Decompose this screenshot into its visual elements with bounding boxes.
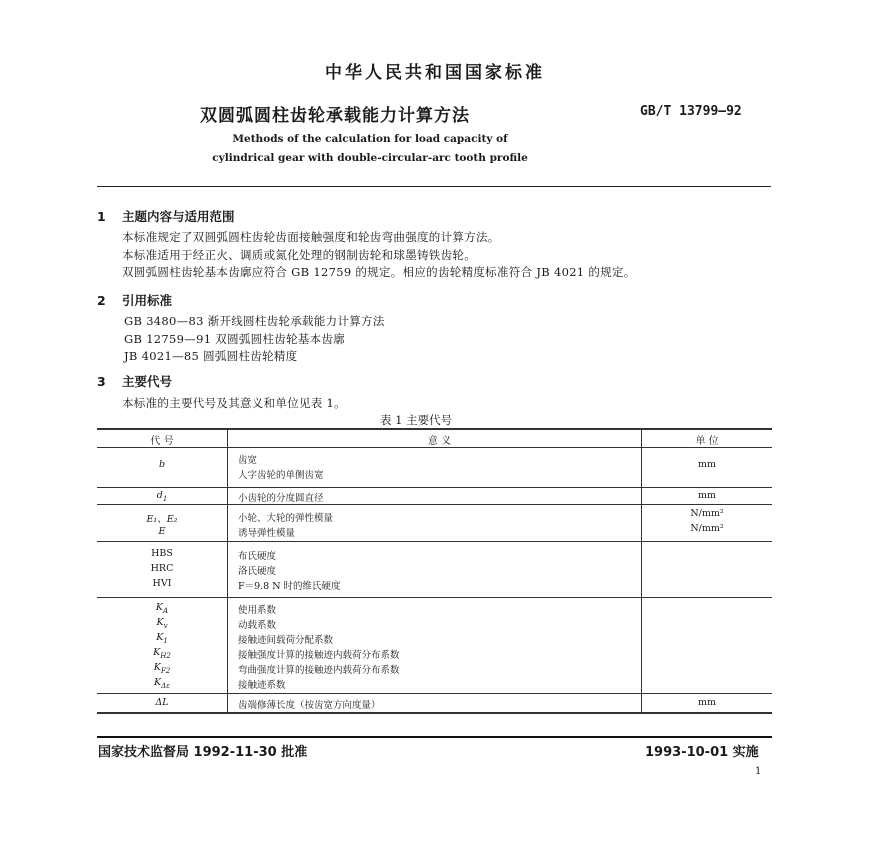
section-number: 2 [97, 293, 106, 308]
section-title: 引用标准 [122, 293, 173, 308]
english-title-line-1: Methods of the calculation for load capacity of [232, 133, 508, 145]
document-title: 双圆弧圆柱齿轮承载能力计算方法 [200, 106, 470, 126]
approval-line: 国家技术监督局 1992-11-30 批准 [98, 745, 308, 760]
symbol-cell: b [158, 459, 166, 470]
symbol-cell: HVI [152, 578, 172, 589]
symbol-base: d [156, 490, 163, 501]
reference-item: JB 4021—85 圆弧圆柱齿轮精度 [124, 349, 298, 363]
unit-cell: N/mm² [690, 508, 724, 519]
page-number: 1 [755, 766, 762, 777]
meaning-cell: 接触迹间载荷分配系数 [238, 635, 334, 646]
symbol-cell [97, 490, 227, 503]
symbol-base: K [155, 602, 164, 613]
effective-date: 1993-10-01 实施 [645, 745, 759, 760]
meaning-cell: 小齿轮的分度圆直径 [238, 493, 324, 504]
table-row-divider [97, 597, 772, 598]
unit-cell: mm [697, 697, 717, 708]
header-meaning: 意 义 [427, 436, 452, 447]
symbol-cell: ΔL [155, 697, 169, 708]
table-row-divider [97, 487, 772, 488]
symbol-subscript: F2 [160, 666, 171, 675]
paragraph: 本标准规定了双圆弧圆柱齿轮齿面接触强度和轮齿弯曲强度的计算方法。 [122, 230, 500, 244]
reference-item: GB 12759—91 双圆弧圆柱齿轮基本齿廓 [124, 332, 346, 346]
symbol-cell: HRC [150, 563, 174, 574]
table-row-divider [97, 541, 772, 542]
table-header-divider [97, 447, 772, 448]
symbol-cell: E₁、E₂ [146, 514, 178, 525]
meaning-cell: 使用系数 [238, 605, 277, 616]
meaning-cell: 接触迹系数 [238, 680, 286, 691]
meaning-cell: 齿宽 [238, 455, 258, 466]
meaning-cell: 弯曲强度计算的接触迹内载荷分布系数 [238, 665, 400, 676]
meaning-cell: F＝9.8 N 时的维氏硬度 [238, 581, 341, 592]
symbol-base: K [153, 662, 161, 673]
symbol-cell [97, 617, 227, 630]
table-top-border [97, 428, 772, 430]
meaning-cell: 小轮、大轮的弹性模量 [238, 513, 334, 524]
symbol-base: K [153, 647, 161, 658]
table-column-divider [641, 429, 642, 713]
meaning-cell: 洛氏硬度 [238, 566, 277, 577]
meaning-cell: 齿端修薄长度（按齿宽方向度量） [238, 700, 381, 711]
symbol-cell [97, 632, 227, 645]
paragraph: 本标准适用于经正火、调质或氮化处理的钢制齿轮和球墨铸铁齿轮。 [122, 248, 476, 262]
english-title-line-2: cylindrical gear with double-circular-arc tooth profile [212, 152, 528, 164]
symbol-subscript: 1 [162, 494, 168, 503]
unit-cell: mm [697, 490, 717, 501]
table-caption: 表 1 主要代号 [380, 413, 453, 427]
symbol-cell: E [158, 526, 166, 537]
symbol-cell [97, 602, 227, 615]
symbol-base: K [154, 677, 162, 688]
paragraph: 本标准的主要代号及其意义和单位见表 1。 [122, 396, 346, 410]
section-number: 1 [97, 209, 106, 224]
section-3-heading [97, 372, 172, 390]
paragraph: 双圆弧圆柱齿轮基本齿廓应符合 GB 12759 的规定。相应的齿轮精度标准符合 JB 4021 的规定。 [122, 265, 636, 279]
footer-divider [97, 736, 772, 738]
table-row-divider [97, 693, 772, 694]
symbol-base: K [156, 632, 164, 643]
header-divider [97, 186, 771, 187]
section-2-heading [97, 291, 172, 309]
symbol-subscript: H2 [160, 651, 171, 660]
symbol-subscript: 1 [163, 636, 168, 645]
section-1-heading [97, 207, 235, 225]
symbol-base: K [156, 617, 164, 628]
reference-item: GB 3480—83 渐开线圆柱齿轮承载能力计算方法 [124, 314, 385, 328]
symbol-subscript: Δε [161, 681, 170, 690]
document-number: GB/T 13799—92 [640, 104, 742, 119]
section-number: 3 [97, 374, 106, 389]
section-title: 主题内容与适用范围 [122, 209, 235, 224]
meaning-cell: 布氏硬度 [238, 551, 277, 562]
symbol-cell [97, 662, 227, 675]
header-unit: 单 位 [695, 436, 719, 447]
table-bottom-border [97, 712, 772, 714]
national-standard-title: 中华人民共和国国家标准 [325, 63, 545, 83]
symbol-cell [97, 677, 227, 690]
symbol-cell: HBS [151, 548, 173, 559]
symbol-subscript: v [163, 621, 168, 630]
meaning-cell: 接触强度计算的接触迹内载荷分布系数 [238, 650, 400, 661]
symbol-subscript: A [163, 606, 169, 615]
meaning-cell: 诱导弹性模量 [238, 528, 296, 539]
table-row-divider [97, 504, 772, 505]
symbol-cell [97, 647, 227, 660]
meaning-cell: 人字齿轮的单侧齿宽 [238, 470, 324, 481]
unit-cell: mm [697, 459, 717, 470]
header-symbol: 代 号 [150, 436, 174, 447]
section-title: 主要代号 [122, 374, 173, 389]
unit-cell: N/mm² [690, 523, 724, 534]
table-column-divider [227, 429, 228, 713]
meaning-cell: 动载系数 [238, 620, 277, 631]
